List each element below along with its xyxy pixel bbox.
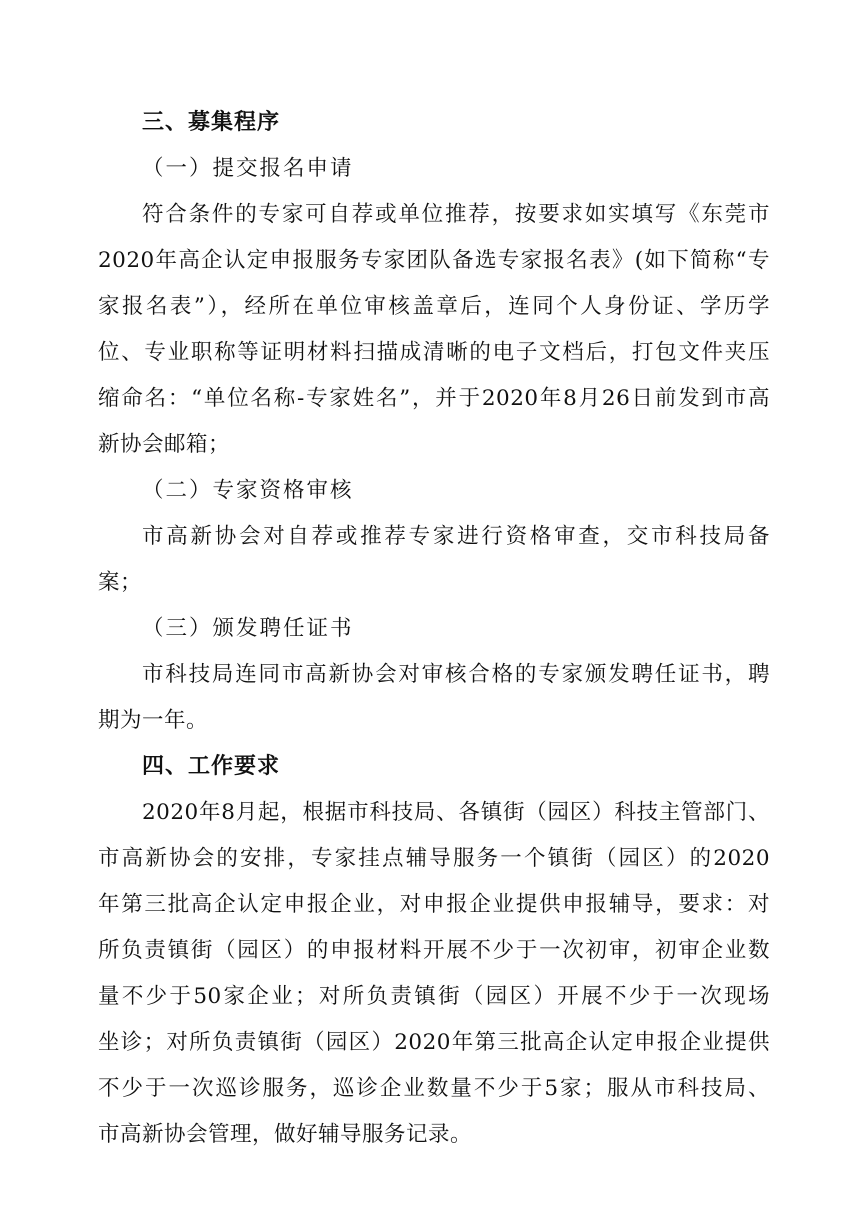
paragraph-line: 市高新协会对自荐或推荐专家进行资格审查，交市科技局备: [142, 524, 770, 549]
paragraph-line: 缩命名：“单位名称-专家姓名”，并于2020年8月26日前发到市高: [98, 386, 770, 411]
document-body: [98, 100, 770, 1158]
paragraph-line: 家报名表”），经所在单位审核盖章后，连同个人身份证、学历学: [98, 294, 770, 319]
paragraph-line: 市高新协会的安排，专家挂点辅导服务一个镇街（园区）的2020: [98, 846, 770, 871]
paragraph-line: 新协会邮箱；: [98, 432, 231, 457]
paragraph-line: 位、专业职称等证明材料扫描成清晰的电子文档后，打包文件夹压: [98, 340, 770, 365]
paragraph-line: 坐诊；对所负责镇街（园区）2020年第三批高企认定申报企业提供: [98, 1030, 770, 1055]
subsection-heading-submit-application: （一）提交报名申请: [142, 156, 354, 181]
section-heading-work-requirements: 四、工作要求: [142, 754, 281, 779]
paragraph-line: 所负责镇街（园区）的申报材料开展不少于一次初审，初审企业数: [98, 938, 770, 963]
paragraph-line: 案；: [98, 570, 143, 595]
paragraph-line: 不少于一次巡诊服务，巡诊企业数量不少于5家；服从市科技局、: [98, 1076, 770, 1101]
section-heading-recruitment-procedure: 三、募集程序: [142, 110, 281, 135]
paragraph-line: 期为一年。: [98, 708, 209, 733]
paragraph-line: 2020年高企认定申报服务专家团队备选专家报名表》(如下简称“专: [98, 248, 770, 273]
paragraph-line: 量不少于50家企业；对所负责镇街（园区）开展不少于一次现场: [98, 984, 770, 1009]
subsection-heading-issue-certificate: （三）颁发聘任证书: [142, 616, 354, 641]
paragraph-line: 符合条件的专家可自荐或单位推荐，按要求如实填写《东莞市: [142, 202, 770, 227]
paragraph-line: 市高新协会管理，做好辅导服务记录。: [98, 1122, 473, 1147]
paragraph-line: 2020年8月起，根据市科技局、各镇街（园区）科技主管部门、: [142, 800, 770, 825]
paragraph-line: 年第三批高企认定申报企业，对申报企业提供申报辅导，要求：对: [98, 892, 770, 917]
paragraph-line: 市科技局连同市高新协会对审核合格的专家颁发聘任证书，聘: [142, 662, 770, 687]
subsection-heading-qualification-review: （二）专家资格审核: [142, 478, 354, 503]
